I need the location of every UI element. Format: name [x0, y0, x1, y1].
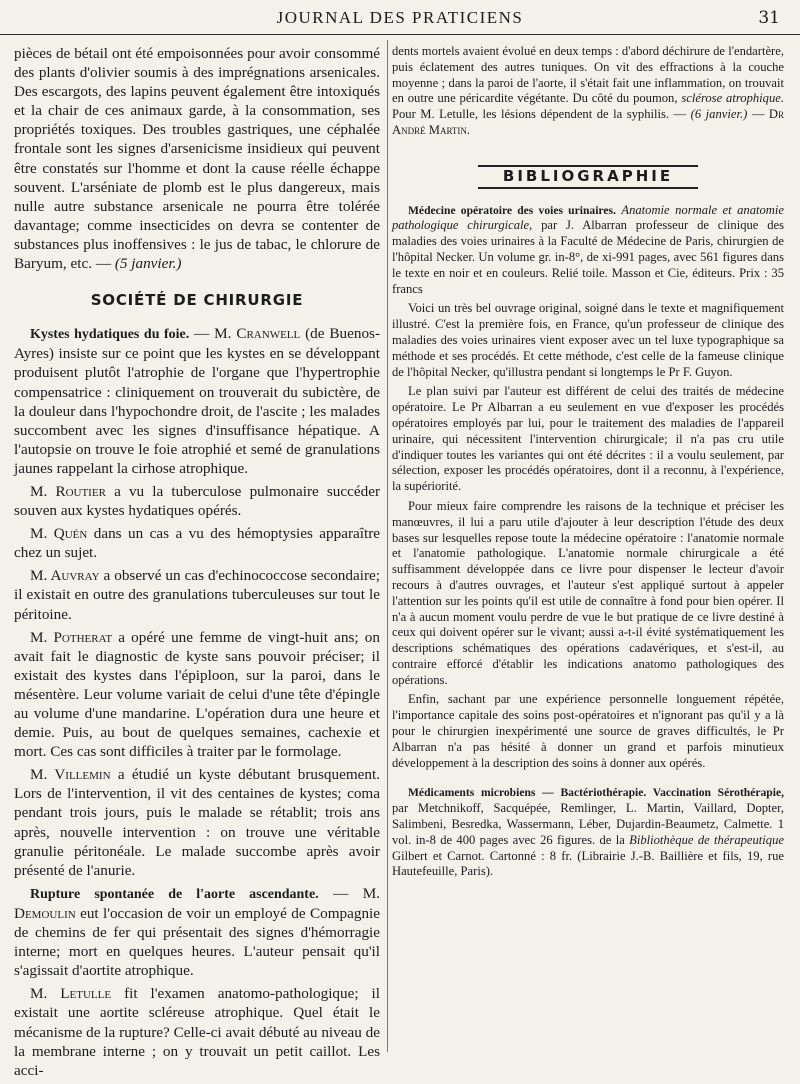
potherat-text: a opéré une femme de vingt-huit ans; on avait fait le diagnostic de kyste sans pouvoir préciser; il existait des kystes dans l'épiploon, sur la paroi, dans le mésentère. Leur volume variait de celui d'une tête d'épingle au volume d'une mandarine. L'opération dura une heure et demie. Puis, au bout de quelques semaines, cachexie et mort. Ces cas sont difficiles à traiter par le formolage. — [14, 628, 380, 761]
routier-paragraph — [14, 482, 380, 520]
book1-subtitle: Anatomie normale et anatomie pathologique chirurgicale, — [392, 202, 784, 233]
right-column — [392, 44, 784, 884]
quen-text: dans un cas a vu des hémoptysies apparaître chez un sujet. — [14, 525, 380, 562]
auvray-paragraph — [14, 566, 380, 623]
review-paragraph-4: Enfin, sachant par une expérience personnelle longuement répétée, l'importance capitale des soins post-opératoires et n'ignorant pas qu'il y a là pour le chirurgien inexpérimenté une source de graves difficultés, le Pr Albarran n'a pas hésité à donner un grand et parfois minutieux développement à la description des soins à donner aux opérés. — [392, 692, 784, 770]
kystes-heading: Kystes hydatiques du foie. — [30, 327, 190, 343]
letulle-author: M. Letulle — [30, 985, 112, 1003]
continuation-paragraph — [392, 44, 784, 139]
page-header — [0, 6, 800, 35]
continuation-italic: sclérose atrophique. — [681, 91, 784, 106]
book1-heading: Médecine opératoire des voies urinaires. — [408, 203, 616, 217]
book2-entry — [392, 785, 784, 880]
potherat-author: M. Potherat — [30, 628, 113, 646]
bibliography-title: BIBLIOGRAPHIE — [478, 165, 698, 189]
book1-details: par J. Albarran professeur de clinique des maladies des voies urinaires à la Faculté de Médecine de Paris, chirurgien de l'hôpital Necker. Un volume gr. in-8°, de xi-991 pages, avec 561 figures dans le texte en noir et en couleurs. Relié toile. Masson et Cie, éditeurs. Prix : 35 francs — [392, 218, 785, 296]
routier-text: a vu la tuberculose pulmonaire succéder souven aux kystes hydatiques opérés. — [14, 482, 381, 520]
villemin-text: a étudié un kyste débutant brusquement. Lors de l'intervention, il vit des centaines de kystes; coma pendant trois jours, puis le malade se rétablit; trois ans après, nouvelle intervention : on trouve une véritable granulie péritonéale. Le malade succombe après avoir présenté de l'anurie. — [14, 766, 381, 879]
villemin-paragraph — [14, 765, 380, 880]
book2-series: Bibliothèque de thérapeutique — [629, 832, 784, 847]
intro-paragraph — [14, 44, 380, 273]
rupture-author: — M. Demoulin — [14, 884, 381, 922]
review-paragraph-3: Pour mieux faire comprendre les raisons de la technique et préciser les manœuvres, il lui a paru utile d'ajouter à leur description l'étude des deux bases sur lesquelles repose toute la médecine opératoire : l'anatomie normale et l'anatomie pathologique. L'anatomie normale chirurgicale a été suffisamment développée dans ce livre pour dispenser le lecteur d'avoir recours à d'autres ouvrages, et l'auteur s'est appliqué surtout à appeler l'attention sur les points qu'il est utile de connaître à fond pour bien opérer. Il n'a à aucun moment voulu perdre de vue le but pratique de ce livre destiné à ceux qui doivent opérer sur le vivant; aussi a-t-il évité systématiquement les descriptions schématiques des opérations cadavériques, et s'est-il, au contraire efforcé d'établir les indications anatomo pathologiques des opérations. — [392, 498, 784, 687]
book1-entry — [392, 203, 784, 298]
quen-author: M. Quén — [30, 525, 88, 543]
continuation-date: (6 janvier.) — [690, 107, 748, 122]
letulle-text: fit l'examen anatomo-pathologique; il existait une aortite scléreuse atrophique. Quel était le mécanisme de la rupture? Celle-ci avait débuté au niveau de la membrane interne ; on y trouvait un petit caillot. Les acci- — [14, 985, 380, 1079]
review-paragraph-1: Voici un très bel ouvrage original, soigné dans le texte et magnifiquement illustré. C'est la première fois, en France, qu'un professeur de clinique des maladies des voies urinaires vient exposer avec un tel luxe typographique sa méthode et ses procédés. Et cette méthode, c'est celle de la fameuse clinique de l'hôpital Necker, qu'illustra pendant si longtemps le Pr F. Guyon. — [392, 301, 784, 379]
author-signature: — Dr André Martin. — [392, 107, 785, 137]
rupture-text: eut l'occasion de voir un employé de Compagnie de chemins de fer qui présentait des signes d'hémorragie interne; mort en quelques heures. L'auteur pensait qu'il s'agissait d'aortite atrophique. — [14, 904, 380, 980]
letulle-paragraph — [14, 984, 380, 1079]
kystes-paragraph: Kystes hydatiques du foie. — M. Cranwell (de Buenos-Ayres) insiste sur ce point que les kystes en se développant produisent plutôt l'atrophie de l'organe que l'hypertrophie compensatrice : cliniquement on trouverait du subictère, de la douleur dans l'hypochondre droit, de l'ascite ; les malades succombent avec les signes d'insuffisance hépatique. A l'autopsie on trouve le foie atrophié et semé de granulations jaunes rappelant la cirhose atrophique. — [14, 325, 381, 477]
continuation-text-2: Pour M. Letulle, les lésions dépendent de la syphilis. — — [392, 107, 687, 122]
auvray-text: a observé un cas d'echinococcose secondaire; il existait en outre des granulations tuberculeuses sur tout le péritoine. — [14, 567, 380, 623]
column-divider — [387, 40, 388, 1052]
continuation-text: dents mortels avaient évolué en deux temps : d'abord déchirure de l'endartère, puis éclatement des autres tuniques. On vit des effractions à la couche moyenne ; dans la paroi de l'aorte, il s'était fait une inflammation, on trouvait en outre une péricardite végétante. Du côté du poumon, — [392, 44, 784, 106]
journal-title: JOURNAL DES PRATICIENS — [276, 8, 524, 27]
rupture-paragraph — [14, 884, 380, 980]
book2-publisher: Gilbert et Carnot. Cartonné : 8 fr. (Librairie J.-B. Baillière et fils, 19, rue Hautefeuille, Paris). — [392, 848, 784, 879]
review-paragraph-2: Le plan suivi par l'auteur est différent de celui des traités de médecine opératoire. Le Pr Albarran a eu seulement en vue d'exposer les procédés opératoires employés par lui, pour le traitement des maladies de l'appareil urinaire, qui nécessitent l'intervention chirurgicale; il n'a pas cru utile d'indiquer toutes les variantes qui ont été décrites : il a voulu seulement, par sélection, exposer les procédés opératoires, dont il a reconnu, à l'expérience, la supériorité. — [392, 384, 784, 494]
kystes-author: M. Cranwell — [214, 325, 301, 343]
rupture-heading: Rupture spontanée de l'aorte ascendante. — [30, 886, 319, 902]
auvray-author: M. Auvray — [30, 567, 100, 585]
intro-text: pièces de bétail ont été empoisonnées pour avoir consommé des plants d'olivier soumis à des imprégnations arsenicales. Des escargots, des lapins peuvent également être intoxiqués et la chair de ces animaux garde, à la consommation, ses propriétés toxiques. Des troubles gastriques, une céphalée frontale sont les signes d'arsenicisme insidieux qui peuvent être constatés sur l'homme et dont la cause réelle échappe souvent. L'arséniate de plomb est le plus dangereux, mais nulle autre substance arsenicale ne pourra être tolérée davantage; comme insecticides on devra se contenter de substances plus inoffensives : le jus de tabac, le chlorure de Baryum, etc. — — [14, 45, 380, 273]
potherat-paragraph — [14, 628, 380, 762]
book2-heading: Médicaments microbiens — Bactériothérapie. Vaccination Sérothérapie, — [408, 786, 784, 800]
kystes-text: (de Buenos-Ayres) insiste sur ce point que les kystes en se développant produisent plutôt l'atrophie de l'organe que l'hypertrophie compensatrice : cliniquement on trouverait du subictère, de la douleur dans l'hypochondre droit, de l'ascite ; les malades succombent avec les signes d'insuffisance hépatique. A l'autopsie on trouve le foie atrophié et semé de granulations jaunes rappelant la cirhose atrophique. — [14, 325, 381, 477]
page-number: 31 — [758, 8, 780, 28]
routier-author: M. Routier — [30, 482, 106, 500]
section-title: SOCIÉTÉ DE CHIRURGIE — [90, 291, 304, 310]
intro-date: (5 janvier.) — [114, 255, 182, 273]
book2-details: par Metchnikoff, Sacquépée, Remlinger, L. Martin, Vaillard, Dopter, Salimbeni, Besredka, Wassermann, Léber, Dujardin-Beaumetz, Calmette. 1 vol. in-8 de 400 pages avec 26 figures. de la — [392, 801, 784, 847]
villemin-author: M. Villemin — [30, 766, 111, 784]
spacer — [392, 775, 784, 785]
quen-paragraph — [14, 524, 380, 562]
left-column — [14, 44, 380, 1084]
